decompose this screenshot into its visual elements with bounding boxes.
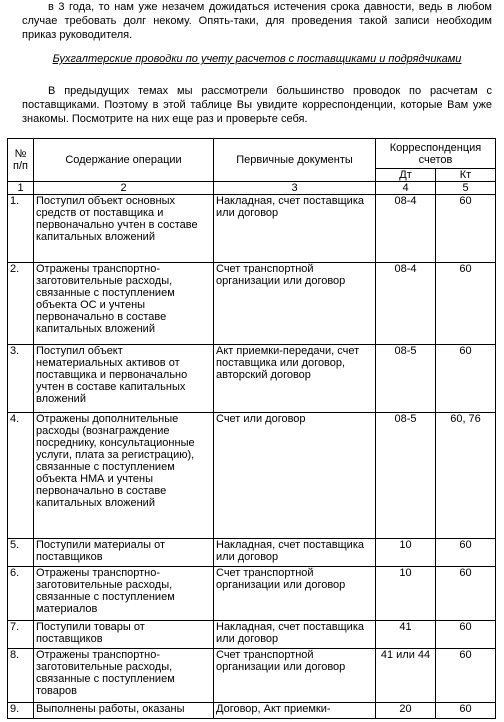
row-kt: 60 <box>436 539 496 567</box>
row-dt: 08-5 <box>376 413 436 539</box>
row-dt: 08-4 <box>376 195 436 263</box>
row-kt: 60 <box>436 567 496 621</box>
row-num: 8. <box>8 649 34 703</box>
header-col-1: 1 <box>8 182 34 195</box>
row-docs: Счет транспортной организации или договор <box>214 263 376 345</box>
row-kt: 60 <box>436 621 496 649</box>
row-operation: Поступил объект основных средств от поставщика и первоначально учтен в составе капитальных вложений <box>34 195 214 263</box>
header-dt: Дт <box>376 169 436 182</box>
table-row <box>8 413 496 539</box>
row-kt: 60 <box>436 263 496 345</box>
row-operation: Отражены транспортно-заготовительные расходы, связанные с поступлением объекта ОС и учтены первоначально в составе капитальных вложений <box>34 263 214 345</box>
row-num: 5. <box>8 539 34 567</box>
row-num: 7. <box>8 621 34 649</box>
table-row <box>8 621 496 649</box>
row-docs: Договор, Акт приемки- <box>214 703 376 719</box>
row-docs: Счет транспортной организации или договор <box>214 567 376 621</box>
row-kt: 60 <box>436 703 496 719</box>
row-kt: 60 <box>436 195 496 263</box>
header-num: № п/п <box>8 139 34 182</box>
row-dt: 08-5 <box>376 345 436 413</box>
table-row <box>8 345 496 413</box>
header-docs: Первичные документы <box>214 139 376 182</box>
row-docs: Накладная, счет поставщика или договор <box>214 195 376 263</box>
row-dt: 41 или 44 <box>376 649 436 703</box>
header-kt: Кт <box>436 169 496 182</box>
header-col-2: 2 <box>34 182 214 195</box>
table-row <box>8 567 496 621</box>
row-dt: 10 <box>376 567 436 621</box>
row-dt: 41 <box>376 621 436 649</box>
row-dt: 20 <box>376 703 436 719</box>
section-paragraph: В предыдущих темах мы рассмотрели большинство проводок по расчетам с поставщиками. Поэтому в этой таблице Вы увидите корреспонденции, которые Вам уже знакомы. Посмотрите на них еще раз и проверьте себя. <box>22 85 492 125</box>
row-operation: Поступил объект нематериальных активов от поставщика и первоначально учтен в составе капитальных вложений <box>34 345 214 413</box>
entries-table <box>7 138 496 719</box>
section-heading: Бухгалтерские проводки по учету расчетов с поставщиками и подрядчиками <box>52 53 462 65</box>
row-docs: Накладная, счет поставщика или договор <box>214 621 376 649</box>
row-dt: 08-4 <box>376 263 436 345</box>
table-row <box>8 649 496 703</box>
row-operation: Поступили товары от поставщиков <box>34 621 214 649</box>
row-docs: Счет транспортной организации или договор <box>214 649 376 703</box>
row-operation: Поступили материалы от поставщиков <box>34 539 214 567</box>
header-col-5: 5 <box>436 182 496 195</box>
row-docs: Акт приемки-передачи, счет поставщика или договор, авторский договор <box>214 345 376 413</box>
row-num: 3. <box>8 345 34 413</box>
row-num: 2. <box>8 263 34 345</box>
row-dt: 10 <box>376 539 436 567</box>
row-docs: Накладная, счет поставщика или договор <box>214 539 376 567</box>
intro-paragraph: в 3 года, то нам уже незачем дожидаться истечения срока давности, ведь в любом случае требовать долг некому. Опять-таки, для проведения такой записи необходим приказ руководителя. <box>22 1 492 41</box>
row-num: 1. <box>8 195 34 263</box>
table-row <box>8 539 496 567</box>
row-kt: 60, 76 <box>436 413 496 539</box>
table-row <box>8 195 496 263</box>
row-operation: Выполнены работы, оказаны <box>34 703 214 719</box>
table-row <box>8 703 496 719</box>
row-num: 9. <box>8 703 34 719</box>
row-operation: Отражены дополнительные расходы (вознаграждение посреднику, консультационные услуги, плата за регистрацию), связанные с поступлением объекта НМА и учтены первоначально в составе капитальных вложений <box>34 413 214 539</box>
row-docs: Счет или договор <box>214 413 376 539</box>
header-operation: Содержание операции <box>34 139 214 182</box>
table-row <box>8 263 496 345</box>
header-col-3: 3 <box>214 182 376 195</box>
row-num: 6. <box>8 567 34 621</box>
header-correspondence: Корреспонденция счетов <box>376 139 496 169</box>
row-operation: Отражены транспортно-заготовительные расходы, связанные с поступлением товаров <box>34 649 214 703</box>
row-operation: Отражены транспортно-заготовительные расходы, связанные с поступлением материалов <box>34 567 214 621</box>
row-kt: 60 <box>436 345 496 413</box>
row-kt: 60 <box>436 649 496 703</box>
row-num: 4. <box>8 413 34 539</box>
header-col-4: 4 <box>376 182 436 195</box>
